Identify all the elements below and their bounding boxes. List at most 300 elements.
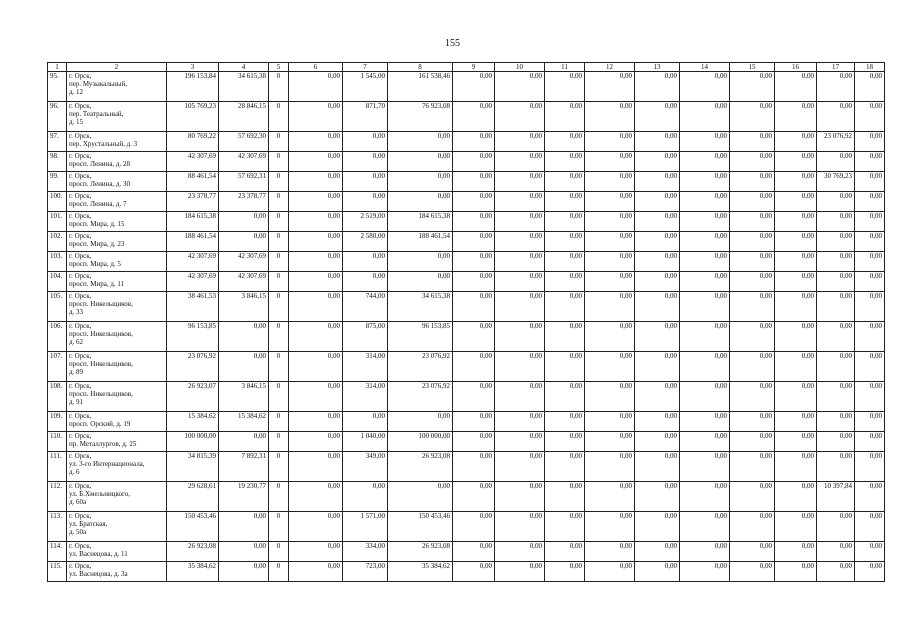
cell-col-5: 0 — [269, 512, 289, 542]
cell-col-4: 0,00 — [219, 232, 269, 252]
cell-col-13: 0,00 — [635, 482, 680, 512]
cell-col-7: 0,00 — [343, 172, 388, 192]
cell-col-18: 0,00 — [855, 352, 885, 382]
cell-col-4: 3 846,15 — [219, 382, 269, 412]
cell-col-17: 0,00 — [817, 272, 855, 292]
cell-col-15: 0,00 — [730, 452, 775, 482]
cell-col-9: 0,00 — [453, 382, 495, 412]
cell-col-7: 0,00 — [343, 152, 388, 172]
cell-col-7: 0,00 — [343, 132, 388, 152]
cell-col-10: 0,00 — [495, 212, 545, 232]
column-header: 13 — [635, 63, 680, 72]
cell-col-11: 0,00 — [545, 322, 585, 352]
cell-col-15: 0,00 — [730, 232, 775, 252]
cell-col-10: 0,00 — [495, 542, 545, 562]
table-row — [48, 102, 885, 132]
cell-col-14: 0,00 — [680, 192, 730, 212]
address-cell: г. Орск, просп. Никельщиков, д. 62 — [67, 322, 167, 352]
cell-col-8: 96 153,85 — [388, 322, 453, 352]
cell-col-10: 0,00 — [495, 432, 545, 452]
cell-col-15: 0,00 — [730, 382, 775, 412]
cell-col-3: 100 000,00 — [167, 432, 219, 452]
cell-col-16: 0,00 — [775, 322, 817, 352]
cell-col-8: 0,00 — [388, 152, 453, 172]
cell-col-10: 0,00 — [495, 132, 545, 152]
cell-col-18: 0,00 — [855, 192, 885, 212]
cell-col-7: 0,00 — [343, 272, 388, 292]
cell-col-5: 0 — [269, 352, 289, 382]
cell-col-17: 10 397,84 — [817, 482, 855, 512]
address-cell: г. Орск, ул. Васнецова, д. 11 — [67, 542, 167, 562]
cell-col-8: 35 384,62 — [388, 562, 453, 582]
cell-col-13: 0,00 — [635, 72, 680, 102]
address-cell: г. Орск, просп. Никельщиков, д. 89 — [67, 352, 167, 382]
cell-col-3: 80 769,22 — [167, 132, 219, 152]
cell-col-13: 0,00 — [635, 322, 680, 352]
table-row — [48, 352, 885, 382]
cell-col-3: 29 628,61 — [167, 482, 219, 512]
row-number: 115. — [48, 562, 67, 582]
cell-col-14: 0,00 — [680, 172, 730, 192]
cell-col-6: 0,00 — [289, 352, 343, 382]
cell-col-4: 0,00 — [219, 562, 269, 582]
column-header: 17 — [817, 63, 855, 72]
cell-col-15: 0,00 — [730, 132, 775, 152]
cell-col-5: 0 — [269, 152, 289, 172]
table-row — [48, 412, 885, 432]
cell-col-16: 0,00 — [775, 252, 817, 272]
cell-col-6: 0,00 — [289, 272, 343, 292]
cell-col-17: 0,00 — [817, 452, 855, 482]
cell-col-12: 0,00 — [585, 252, 635, 272]
cell-col-13: 0,00 — [635, 152, 680, 172]
cell-col-7: 871,70 — [343, 102, 388, 132]
cell-col-8: 184 615,38 — [388, 212, 453, 232]
cell-col-17: 0,00 — [817, 102, 855, 132]
cell-col-13: 0,00 — [635, 452, 680, 482]
cell-col-3: 105 769,23 — [167, 102, 219, 132]
cell-col-5: 0 — [269, 542, 289, 562]
header-row — [48, 63, 885, 72]
cell-col-7: 314,00 — [343, 382, 388, 412]
cell-col-6: 0,00 — [289, 102, 343, 132]
cell-col-10: 0,00 — [495, 562, 545, 582]
address-cell: г. Орск, ул. Братская, д. 50а — [67, 512, 167, 542]
cell-col-17: 23 076,92 — [817, 132, 855, 152]
cell-col-12: 0,00 — [585, 452, 635, 482]
cell-col-6: 0,00 — [289, 382, 343, 412]
cell-col-16: 0,00 — [775, 132, 817, 152]
cell-col-8: 76 923,08 — [388, 102, 453, 132]
cell-col-12: 0,00 — [585, 272, 635, 292]
cell-col-7: 334,00 — [343, 542, 388, 562]
cell-col-8: 0,00 — [388, 252, 453, 272]
cell-col-13: 0,00 — [635, 382, 680, 412]
cell-col-6: 0,00 — [289, 562, 343, 582]
cell-col-9: 0,00 — [453, 102, 495, 132]
table-row — [48, 482, 885, 512]
cell-col-16: 0,00 — [775, 352, 817, 382]
row-number: 96. — [48, 102, 67, 132]
cell-col-18: 0,00 — [855, 382, 885, 412]
cell-col-11: 0,00 — [545, 132, 585, 152]
cell-col-14: 0,00 — [680, 482, 730, 512]
column-header: 14 — [680, 63, 730, 72]
address-cell: г. Орск, просп. Мира, д. 23 — [67, 232, 167, 252]
table-row — [48, 72, 885, 102]
cell-col-3: 96 153,85 — [167, 322, 219, 352]
cell-col-3: 88 461,54 — [167, 172, 219, 192]
cell-col-7: 2 580,00 — [343, 232, 388, 252]
cell-col-5: 0 — [269, 272, 289, 292]
table-row — [48, 232, 885, 252]
cell-col-16: 0,00 — [775, 432, 817, 452]
cell-col-17: 0,00 — [817, 232, 855, 252]
cell-col-17: 0,00 — [817, 72, 855, 102]
cell-col-13: 0,00 — [635, 512, 680, 542]
cell-col-18: 0,00 — [855, 562, 885, 582]
cell-col-14: 0,00 — [680, 412, 730, 432]
cell-col-5: 0 — [269, 232, 289, 252]
cell-col-10: 0,00 — [495, 352, 545, 382]
cell-col-16: 0,00 — [775, 512, 817, 542]
cell-col-5: 0 — [269, 72, 289, 102]
cell-col-9: 0,00 — [453, 542, 495, 562]
cell-col-14: 0,00 — [680, 512, 730, 542]
cell-col-5: 0 — [269, 132, 289, 152]
cell-col-5: 0 — [269, 102, 289, 132]
cell-col-4: 0,00 — [219, 542, 269, 562]
cell-col-12: 0,00 — [585, 512, 635, 542]
cell-col-4: 0,00 — [219, 212, 269, 232]
cell-col-7: 0,00 — [343, 412, 388, 432]
cell-col-4: 15 384,62 — [219, 412, 269, 432]
cell-col-9: 0,00 — [453, 232, 495, 252]
cell-col-17: 0,00 — [817, 252, 855, 272]
cell-col-18: 0,00 — [855, 482, 885, 512]
cell-col-9: 0,00 — [453, 152, 495, 172]
cell-col-15: 0,00 — [730, 172, 775, 192]
cell-col-16: 0,00 — [775, 72, 817, 102]
cell-col-4: 42 307,69 — [219, 272, 269, 292]
cell-col-13: 0,00 — [635, 562, 680, 582]
cell-col-10: 0,00 — [495, 272, 545, 292]
cell-col-18: 0,00 — [855, 232, 885, 252]
cell-col-17: 0,00 — [817, 192, 855, 212]
cell-col-5: 0 — [269, 292, 289, 322]
cell-col-10: 0,00 — [495, 452, 545, 482]
cell-col-5: 0 — [269, 432, 289, 452]
cell-col-7: 349,00 — [343, 452, 388, 482]
cell-col-15: 0,00 — [730, 432, 775, 452]
address-cell: г. Орск, ул. Васнецова, д. 3а — [67, 562, 167, 582]
cell-col-8: 188 461,54 — [388, 232, 453, 252]
cell-col-11: 0,00 — [545, 292, 585, 322]
cell-col-9: 0,00 — [453, 292, 495, 322]
cell-col-18: 0,00 — [855, 542, 885, 562]
cell-col-6: 0,00 — [289, 322, 343, 352]
table-header — [48, 63, 885, 72]
cell-col-8: 0,00 — [388, 272, 453, 292]
cell-col-9: 0,00 — [453, 562, 495, 582]
table-row — [48, 512, 885, 542]
row-number: 103. — [48, 252, 67, 272]
row-number: 112. — [48, 482, 67, 512]
cell-col-7: 0,00 — [343, 252, 388, 272]
cell-col-9: 0,00 — [453, 212, 495, 232]
cell-col-14: 0,00 — [680, 322, 730, 352]
cell-col-6: 0,00 — [289, 132, 343, 152]
cell-col-17: 0,00 — [817, 562, 855, 582]
cell-col-17: 0,00 — [817, 152, 855, 172]
cell-col-9: 0,00 — [453, 512, 495, 542]
cell-col-12: 0,00 — [585, 232, 635, 252]
cell-col-18: 0,00 — [855, 292, 885, 322]
cell-col-12: 0,00 — [585, 132, 635, 152]
cell-col-11: 0,00 — [545, 512, 585, 542]
cell-col-7: 1 040,00 — [343, 432, 388, 452]
cell-col-14: 0,00 — [680, 352, 730, 382]
cell-col-6: 0,00 — [289, 212, 343, 232]
cell-col-16: 0,00 — [775, 102, 817, 132]
cell-col-10: 0,00 — [495, 172, 545, 192]
cell-col-9: 0,00 — [453, 452, 495, 482]
cell-col-5: 0 — [269, 252, 289, 272]
cell-col-15: 0,00 — [730, 192, 775, 212]
cell-col-3: 23 378,77 — [167, 192, 219, 212]
cell-col-13: 0,00 — [635, 542, 680, 562]
cell-col-12: 0,00 — [585, 432, 635, 452]
cell-col-15: 0,00 — [730, 292, 775, 322]
cell-col-15: 0,00 — [730, 562, 775, 582]
cell-col-8: 26 923,08 — [388, 542, 453, 562]
row-number: 98. — [48, 152, 67, 172]
address-cell: г. Орск, просп. Мира, д. 15 — [67, 212, 167, 232]
cell-col-8: 0,00 — [388, 132, 453, 152]
cell-col-8: 0,00 — [388, 412, 453, 432]
cell-col-10: 0,00 — [495, 412, 545, 432]
row-number: 113. — [48, 512, 67, 542]
cell-col-5: 0 — [269, 212, 289, 232]
cell-col-8: 150 453,46 — [388, 512, 453, 542]
row-number: 109. — [48, 412, 67, 432]
cell-col-15: 0,00 — [730, 322, 775, 352]
cell-col-11: 0,00 — [545, 562, 585, 582]
cell-col-12: 0,00 — [585, 542, 635, 562]
row-number: 110. — [48, 432, 67, 452]
cell-col-3: 150 453,46 — [167, 512, 219, 542]
cell-col-13: 0,00 — [635, 212, 680, 232]
cell-col-8: 0,00 — [388, 482, 453, 512]
cell-col-10: 0,00 — [495, 232, 545, 252]
cell-col-3: 42 307,69 — [167, 272, 219, 292]
cell-col-10: 0,00 — [495, 152, 545, 172]
cell-col-11: 0,00 — [545, 482, 585, 512]
cell-col-11: 0,00 — [545, 192, 585, 212]
cell-col-12: 0,00 — [585, 352, 635, 382]
cell-col-18: 0,00 — [855, 212, 885, 232]
cell-col-9: 0,00 — [453, 412, 495, 432]
cell-col-11: 0,00 — [545, 412, 585, 432]
cell-col-9: 0,00 — [453, 482, 495, 512]
cell-col-8: 26 923,08 — [388, 452, 453, 482]
cell-col-14: 0,00 — [680, 102, 730, 132]
cell-col-3: 184 615,38 — [167, 212, 219, 232]
table-row — [48, 272, 885, 292]
cell-col-12: 0,00 — [585, 172, 635, 192]
cell-col-18: 0,00 — [855, 252, 885, 272]
cell-col-14: 0,00 — [680, 452, 730, 482]
address-cell: г. Орск, просп. Мира, д. 11 — [67, 272, 167, 292]
cell-col-17: 0,00 — [817, 432, 855, 452]
cell-col-5: 0 — [269, 412, 289, 432]
cell-col-14: 0,00 — [680, 132, 730, 152]
column-header: 1 — [48, 63, 67, 72]
table-row — [48, 172, 885, 192]
cell-col-11: 0,00 — [545, 212, 585, 232]
cell-col-4: 23 378,77 — [219, 192, 269, 212]
cell-col-15: 0,00 — [730, 352, 775, 382]
cell-col-11: 0,00 — [545, 432, 585, 452]
cell-col-7: 1 571,00 — [343, 512, 388, 542]
column-header: 11 — [545, 63, 585, 72]
table-row — [48, 432, 885, 452]
row-number: 105. — [48, 292, 67, 322]
cell-col-6: 0,00 — [289, 512, 343, 542]
row-number: 107. — [48, 352, 67, 382]
cell-col-11: 0,00 — [545, 232, 585, 252]
cell-col-13: 0,00 — [635, 102, 680, 132]
cell-col-12: 0,00 — [585, 382, 635, 412]
cell-col-16: 0,00 — [775, 482, 817, 512]
cell-col-7: 0,00 — [343, 482, 388, 512]
cell-col-18: 0,00 — [855, 412, 885, 432]
cell-col-11: 0,00 — [545, 152, 585, 172]
cell-col-15: 0,00 — [730, 252, 775, 272]
cell-col-16: 0,00 — [775, 212, 817, 232]
cell-col-17: 0,00 — [817, 382, 855, 412]
cell-col-14: 0,00 — [680, 432, 730, 452]
table-row — [48, 562, 885, 582]
cell-col-3: 26 923,08 — [167, 542, 219, 562]
cell-col-17: 30 769,23 — [817, 172, 855, 192]
cell-col-12: 0,00 — [585, 412, 635, 432]
cell-col-12: 0,00 — [585, 102, 635, 132]
cell-col-5: 0 — [269, 382, 289, 412]
cell-col-7: 0,00 — [343, 192, 388, 212]
table-row — [48, 212, 885, 232]
cell-col-3: 26 923,07 — [167, 382, 219, 412]
cell-col-11: 0,00 — [545, 102, 585, 132]
address-cell: г. Орск, пр. Металлургов, д. 25 — [67, 432, 167, 452]
cell-col-15: 0,00 — [730, 272, 775, 292]
cell-col-16: 0,00 — [775, 542, 817, 562]
cell-col-12: 0,00 — [585, 212, 635, 232]
cell-col-16: 0,00 — [775, 412, 817, 432]
table-row — [48, 252, 885, 272]
table-row — [48, 382, 885, 412]
cell-col-4: 7 892,31 — [219, 452, 269, 482]
cell-col-13: 0,00 — [635, 232, 680, 252]
cell-col-8: 0,00 — [388, 192, 453, 212]
column-header: 10 — [495, 63, 545, 72]
cell-col-11: 0,00 — [545, 272, 585, 292]
cell-col-9: 0,00 — [453, 132, 495, 152]
cell-col-17: 0,00 — [817, 212, 855, 232]
cell-col-14: 0,00 — [680, 212, 730, 232]
cell-col-6: 0,00 — [289, 192, 343, 212]
cell-col-16: 0,00 — [775, 382, 817, 412]
cell-col-13: 0,00 — [635, 272, 680, 292]
cell-col-3: 42 307,69 — [167, 252, 219, 272]
table-row — [48, 322, 885, 352]
cell-col-16: 0,00 — [775, 272, 817, 292]
address-cell: г. Орск, ул. Б.Хмельницкого, д. 60а — [67, 482, 167, 512]
column-header: 6 — [289, 63, 343, 72]
cell-col-3: 38 461,53 — [167, 292, 219, 322]
cell-col-15: 0,00 — [730, 212, 775, 232]
cell-col-11: 0,00 — [545, 72, 585, 102]
address-cell: г. Орск, просп. Ленина, д. 30 — [67, 172, 167, 192]
cell-col-7: 2 519,00 — [343, 212, 388, 232]
cell-col-16: 0,00 — [775, 292, 817, 322]
row-number: 97. — [48, 132, 67, 152]
cell-col-18: 0,00 — [855, 152, 885, 172]
cell-col-9: 0,00 — [453, 252, 495, 272]
column-header: 18 — [855, 63, 885, 72]
column-header: 3 — [167, 63, 219, 72]
cell-col-5: 0 — [269, 322, 289, 352]
cell-col-16: 0,00 — [775, 172, 817, 192]
row-number: 108. — [48, 382, 67, 412]
column-header: 15 — [730, 63, 775, 72]
cell-col-14: 0,00 — [680, 382, 730, 412]
address-cell: г. Орск, просп. Орский, д. 19 — [67, 412, 167, 432]
cell-col-4: 3 846,15 — [219, 292, 269, 322]
cell-col-8: 34 615,38 — [388, 292, 453, 322]
cell-col-11: 0,00 — [545, 172, 585, 192]
cell-col-18: 0,00 — [855, 512, 885, 542]
cell-col-3: 34 815,39 — [167, 452, 219, 482]
column-header: 2 — [67, 63, 167, 72]
cell-col-9: 0,00 — [453, 272, 495, 292]
cell-col-9: 0,00 — [453, 352, 495, 382]
data-table — [47, 62, 885, 582]
cell-col-16: 0,00 — [775, 152, 817, 172]
cell-col-10: 0,00 — [495, 322, 545, 352]
cell-col-13: 0,00 — [635, 432, 680, 452]
cell-col-7: 1 545,00 — [343, 72, 388, 102]
column-header: 7 — [343, 63, 388, 72]
cell-col-15: 0,00 — [730, 512, 775, 542]
cell-col-5: 0 — [269, 452, 289, 482]
cell-col-14: 0,00 — [680, 272, 730, 292]
cell-col-3: 42 307,69 — [167, 152, 219, 172]
cell-col-13: 0,00 — [635, 132, 680, 152]
cell-col-10: 0,00 — [495, 72, 545, 102]
cell-col-14: 0,00 — [680, 562, 730, 582]
cell-col-3: 23 076,92 — [167, 352, 219, 382]
cell-col-4: 0,00 — [219, 432, 269, 452]
cell-col-6: 0,00 — [289, 72, 343, 102]
table-row — [48, 542, 885, 562]
cell-col-7: 875,00 — [343, 322, 388, 352]
cell-col-11: 0,00 — [545, 542, 585, 562]
cell-col-18: 0,00 — [855, 102, 885, 132]
cell-col-17: 0,00 — [817, 512, 855, 542]
cell-col-10: 0,00 — [495, 482, 545, 512]
cell-col-4: 0,00 — [219, 512, 269, 542]
